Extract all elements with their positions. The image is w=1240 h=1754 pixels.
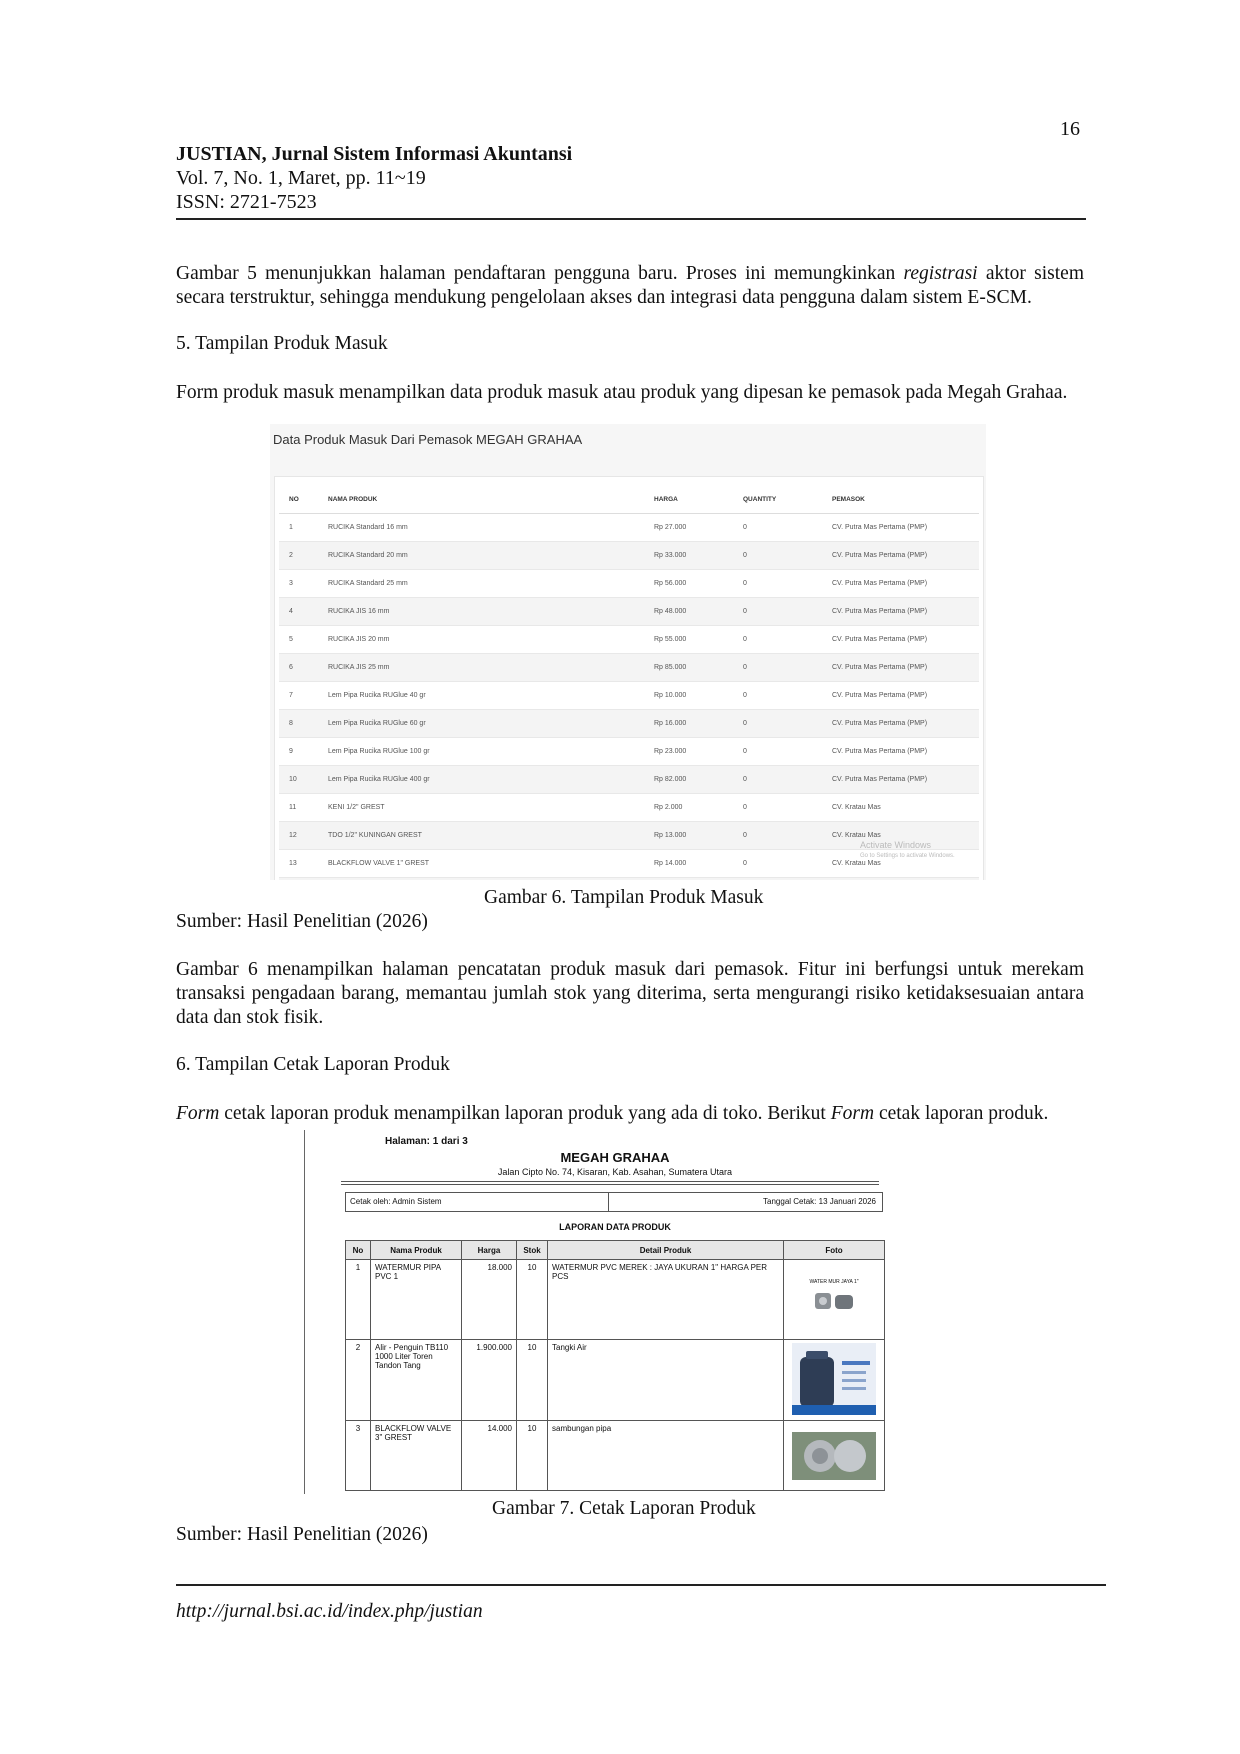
valve-photo-icon <box>792 1432 876 1480</box>
report-cell-price: 18.000 <box>462 1260 517 1340</box>
table-cell-nama-produk: TDO 1/2" KUNINGAN GREST <box>318 822 644 850</box>
report-cell-stock: 10 <box>517 1260 548 1340</box>
table-cell-no: 1 <box>279 514 318 542</box>
table-cell-quantity: 0 <box>733 654 822 682</box>
table-cell-no: 4 <box>279 598 318 626</box>
report-page-label: Halaman: 1 dari 3 <box>385 1136 468 1147</box>
report-printed-by: Cetak oleh: Admin Sistem <box>350 1197 442 1206</box>
figure-7-report <box>304 1130 925 1494</box>
table-cell-nama-produk: RUCIKA Standard 25 mm <box>318 570 644 598</box>
col-quantity: QUANTITY <box>733 485 822 514</box>
table-cell-no: 11 <box>279 794 318 822</box>
report-row <box>346 1260 885 1340</box>
table-row <box>279 542 979 570</box>
table-cell-harga: Rp 10.000 <box>644 682 733 710</box>
table-cell-harga: Rp 82.000 <box>644 766 733 794</box>
report-title: LAPORAN DATA PRODUK <box>559 1222 671 1232</box>
section-heading-5: 5. Tampilan Produk Masuk <box>176 333 388 354</box>
figure-6-source: Sumber: Hasil Penelitian (2026) <box>176 911 428 932</box>
table-cell-quantity: 0 <box>733 626 822 654</box>
table-cell-harga: Rp 16.000 <box>644 710 733 738</box>
table-cell-nama-produk: Lem Pipa Rucika RUGlue 100 gr <box>318 738 644 766</box>
table-cell-pemasok: CV. Kratau Mas <box>822 850 979 878</box>
table-row <box>279 570 979 598</box>
report-row <box>346 1340 885 1421</box>
table-cell-no: 8 <box>279 710 318 738</box>
col-pemasok: PEMASOK <box>822 485 979 514</box>
table-cell-pemasok: CV. Putra Mas Pertama (PMP) <box>822 626 979 654</box>
report-cell-detail: Tangki Air <box>548 1340 784 1421</box>
table-cell-quantity: 0 <box>733 570 822 598</box>
footer-divider <box>176 1584 1106 1586</box>
col-nama-produk: NAMA PRODUK <box>318 485 644 514</box>
table-cell-no <box>279 878 318 881</box>
table-cell-nama-produk: KENI 1/2" GREST <box>318 794 644 822</box>
watermur-photo-icon <box>809 1285 859 1315</box>
report-cell-detail: WATERMUR PVC MEREK : JAYA UKURAN 1" HARGA PER PCS <box>548 1260 784 1340</box>
report-cell-stock: 10 <box>517 1340 548 1421</box>
table-cell-no: 12 <box>279 822 318 850</box>
table-cell-nama-produk: BLACKFLOW VALVE 1" GREST <box>318 850 644 878</box>
table-cell-pemasok: CV. Putra Mas Pertama (PMP) <box>822 542 979 570</box>
section-heading-6: 6. Tampilan Cetak Laporan Produk <box>176 1054 450 1075</box>
table-header-row <box>279 485 979 514</box>
table-cell-harga: Rp 55.000 <box>644 626 733 654</box>
report-col-no: No <box>346 1241 371 1260</box>
figure-6-screenshot <box>270 424 986 880</box>
table-cell-pemasok: CV. Kratau Mas <box>822 794 979 822</box>
report-cell-stock: 10 <box>517 1421 548 1491</box>
table-cell-quantity: 0 <box>733 794 822 822</box>
table-cell-quantity: 0 <box>733 598 822 626</box>
table-cell-pemasok: CV. Kratau Mas <box>822 822 979 850</box>
report-col-detail: Detail Produk <box>548 1241 784 1260</box>
report-cell-no: 2 <box>346 1340 371 1421</box>
table-cell-pemasok: CV. Putra Mas Pertama (PMP) <box>822 654 979 682</box>
report-cell-price: 14.000 <box>462 1421 517 1491</box>
table-cell-no: 3 <box>279 570 318 598</box>
table-cell-pemasok: CV. Putra Mas Pertama (PMP) <box>822 682 979 710</box>
table-cell-no: 6 <box>279 654 318 682</box>
table-cell-quantity: 0 <box>733 738 822 766</box>
table-cell-no: 10 <box>279 766 318 794</box>
table-cell-pemasok: CV. Putra Mas Pertama (PMP) <box>822 710 979 738</box>
table-cell-harga: Rp 27.000 <box>644 514 733 542</box>
table-cell-quantity: 0 <box>733 682 822 710</box>
figure-7-caption: Gambar 7. Cetak Laporan Produk <box>492 1498 756 1519</box>
paragraph-form-produk-masuk: Form produk masuk menampilkan data produk masuk atau produk yang dipesan ke pemasok pada Megah Grahaa. <box>176 382 1068 403</box>
report-print-date: Tanggal Cetak: 13 Januari 2026 <box>763 1197 876 1206</box>
table-cell-no: 5 <box>279 626 318 654</box>
paragraph-gambar5: Gambar 5 menunjukkan halaman pendaftaran pengguna baru. Proses ini memungkinkan registrasi aktor sistem secara terstruktur, sehingga mendukung pengelolaan akses dan integrasi data pengguna dalam sistem E-SCM. <box>176 263 1084 308</box>
report-cell-photo <box>784 1340 885 1421</box>
table-cell-nama-produk: RUCIKA Standard 16 mm <box>318 514 644 542</box>
table-cell-harga: Rp 33.000 <box>644 542 733 570</box>
table-cell-nama-produk: Lem Pipa Rucika RUGlue 60 gr <box>318 710 644 738</box>
report-cell-no: 1 <box>346 1260 371 1340</box>
table-cell-pemasok <box>822 878 979 881</box>
table-cell-pemasok: CV. Putra Mas Pertama (PMP) <box>822 766 979 794</box>
table-row <box>279 878 979 881</box>
table-cell-no: 9 <box>279 738 318 766</box>
table-cell-pemasok: CV. Putra Mas Pertama (PMP) <box>822 598 979 626</box>
report-cell-name: BLACKFLOW VALVE 3" GREST <box>371 1421 462 1491</box>
figure-6-caption: Gambar 6. Tampilan Produk Masuk <box>484 887 764 908</box>
report-cell-photo <box>784 1421 885 1491</box>
figure-7-source: Sumber: Hasil Penelitian (2026) <box>176 1524 428 1545</box>
report-cell-no: 3 <box>346 1421 371 1491</box>
table-cell-pemasok: CV. Putra Mas Pertama (PMP) <box>822 738 979 766</box>
report-rule-top <box>341 1181 879 1182</box>
table-row <box>279 654 979 682</box>
report-cell-name: Alir - Penguin TB110 1000 Liter Toren Tandon Tang <box>371 1340 462 1421</box>
col-no: NO <box>279 485 318 514</box>
table-cell-quantity: 0 <box>733 710 822 738</box>
figure-6-title: Data Produk Masuk Dari Pemasok MEGAH GRAHAA <box>273 432 583 447</box>
report-col-harga: Harga <box>462 1241 517 1260</box>
report-row <box>346 1421 885 1491</box>
table-row <box>279 598 979 626</box>
table-cell-harga <box>644 878 733 881</box>
paragraph-form-cetak: Form cetak laporan produk menampilkan laporan produk yang ada di toko. Berikut Form cetak laporan produk. <box>176 1103 1049 1124</box>
table-cell-nama-produk: RUCIKA JIS 25 mm <box>318 654 644 682</box>
report-meta-box <box>345 1192 883 1212</box>
report-col-foto: Foto <box>784 1241 885 1260</box>
report-cell-detail: sambungan pipa <box>548 1421 784 1491</box>
header-divider <box>176 218 1086 220</box>
table-cell-nama-produk <box>318 878 644 881</box>
paragraph-gambar6: Gambar 6 menampilkan halaman pencatatan produk masuk dari pemasok. Fitur ini berfungsi untuk merekam transaksi pengadaan barang, memantau jumlah stok yang diterima, serta mengurangi risiko ketidaksesuaian antara data dan stok fisik. <box>176 959 1084 1028</box>
table-cell-harga: Rp 13.000 <box>644 822 733 850</box>
table-cell-no: 13 <box>279 850 318 878</box>
table-cell-harga: Rp 56.000 <box>644 570 733 598</box>
page-number: 16 <box>1060 118 1080 140</box>
journal-volume: Vol. 7, No. 1, Maret, pp. 11~19 <box>176 167 426 189</box>
activate-windows-watermark: Activate Windows Go to Settings to activate Windows. <box>860 840 955 859</box>
table-cell-nama-produk: RUCIKA Standard 20 mm <box>318 542 644 570</box>
table-cell-nama-produk: Lem Pipa Rucika RUGlue 40 gr <box>318 682 644 710</box>
report-rule-bottom <box>341 1184 879 1185</box>
report-address: Jalan Cipto No. 74, Kisaran, Kab. Asahan, Sumatera Utara <box>497 1167 733 1177</box>
col-harga: HARGA <box>644 485 733 514</box>
report-col-nama: Nama Produk <box>371 1241 462 1260</box>
table-cell-pemasok: CV. Putra Mas Pertama (PMP) <box>822 514 979 542</box>
table-cell-quantity: 0 <box>733 514 822 542</box>
table-cell-quantity: 0 <box>733 850 822 878</box>
report-store-name: MEGAH GRAHAA <box>560 1150 670 1165</box>
table-row <box>279 682 979 710</box>
report-meta-divider <box>608 1193 609 1211</box>
table-cell-nama-produk: RUCIKA JIS 20 mm <box>318 626 644 654</box>
table-row <box>279 766 979 794</box>
table-cell-no: 2 <box>279 542 318 570</box>
table-cell-harga: Rp 23.000 <box>644 738 733 766</box>
report-cell-name: WATERMUR PIPA PVC 1 <box>371 1260 462 1340</box>
report-col-stok: Stok <box>517 1241 548 1260</box>
laporan-produk-table <box>345 1240 885 1491</box>
table-row <box>279 794 979 822</box>
water-tank-photo-icon <box>792 1343 876 1415</box>
table-cell-harga: Rp 48.000 <box>644 598 733 626</box>
table-cell-harga: Rp 2.000 <box>644 794 733 822</box>
table-cell-nama-produk: Lem Pipa Rucika RUGlue 400 gr <box>318 766 644 794</box>
table-row <box>279 710 979 738</box>
produk-masuk-table <box>279 485 979 880</box>
journal-issn: ISSN: 2721-7523 <box>176 191 317 213</box>
report-cell-price: 1.900.000 <box>462 1340 517 1421</box>
report-header-row <box>346 1241 885 1260</box>
table-cell-quantity <box>733 878 822 881</box>
table-row <box>279 514 979 542</box>
table-cell-quantity: 0 <box>733 822 822 850</box>
report-cell-photo <box>784 1260 885 1340</box>
figure-6-table-panel <box>274 476 984 880</box>
table-cell-pemasok: CV. Putra Mas Pertama (PMP) <box>822 570 979 598</box>
table-row <box>279 626 979 654</box>
table-row <box>279 738 979 766</box>
table-cell-harga: Rp 14.000 <box>644 850 733 878</box>
journal-title: JUSTIAN, Jurnal Sistem Informasi Akuntansi <box>176 143 573 165</box>
table-cell-quantity: 0 <box>733 542 822 570</box>
photo-caption: WATER MUR JAYA 1" <box>809 1279 859 1285</box>
table-cell-harga: Rp 85.000 <box>644 654 733 682</box>
table-cell-quantity: 0 <box>733 766 822 794</box>
table-cell-nama-produk: RUCIKA JIS 16 mm <box>318 598 644 626</box>
table-cell-no: 7 <box>279 682 318 710</box>
footer-url: http://jurnal.bsi.ac.id/index.php/justian <box>176 1601 483 1622</box>
